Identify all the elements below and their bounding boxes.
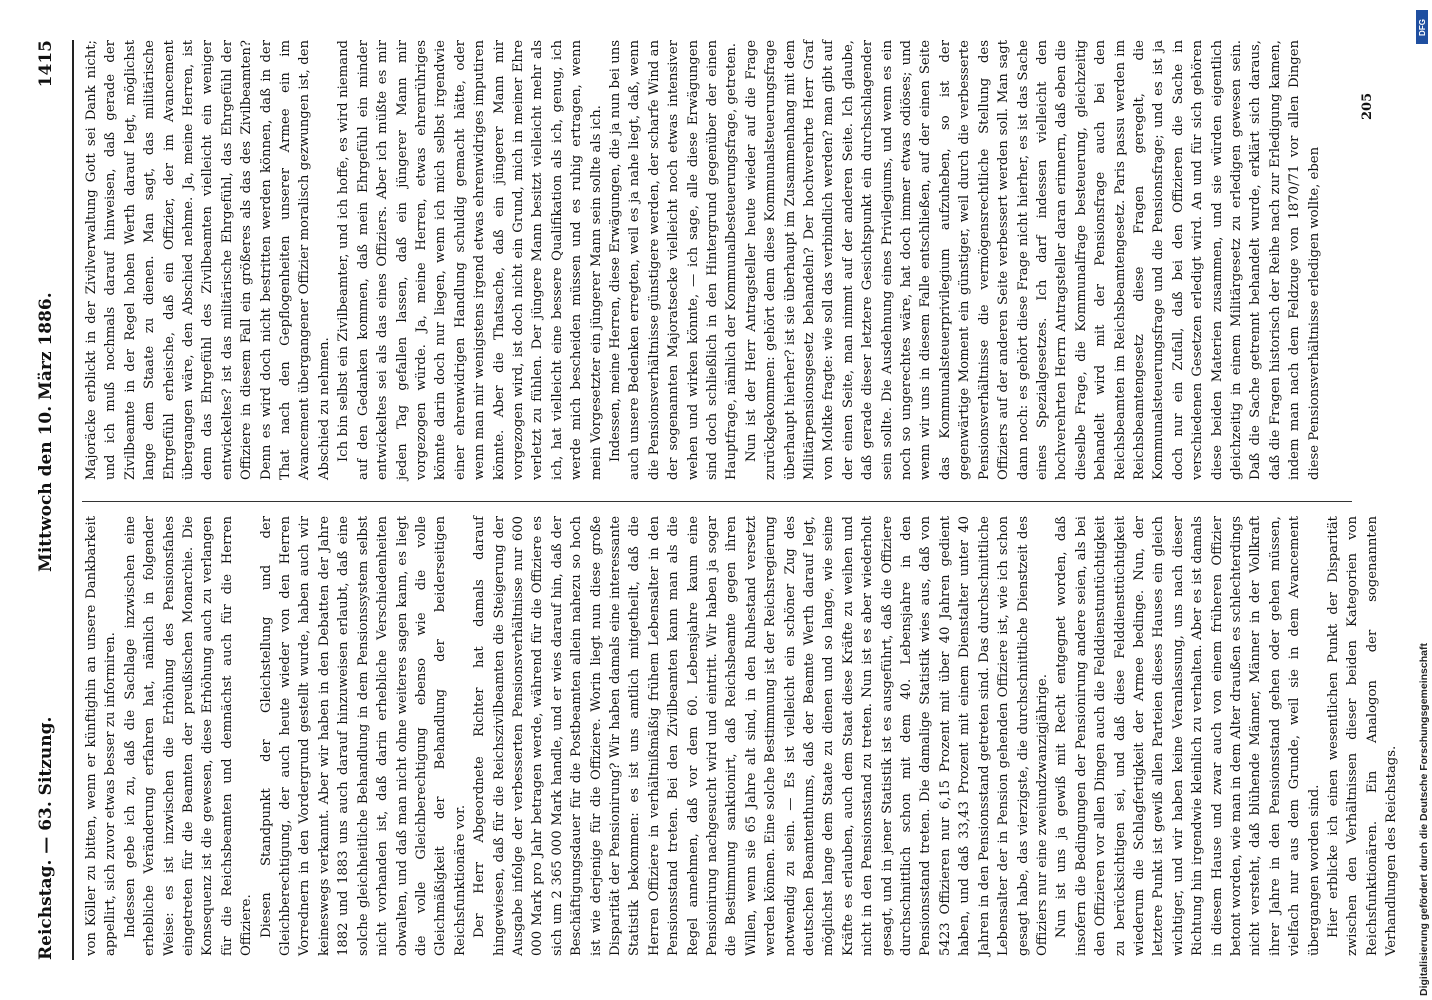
paragraph: Der Herr Abgeordnete Richter hat damals darauf hingewiesen, daß für die Reichszivilbeamten die Steigerung der Ausgabe infolge der verbesserten Pensionsverhältnisse nur 600 000 Mark pro Jahr betragen werde, während für die Offiziere es sich um 2 365 000 Mark handle, und er wies darauf hin, daß der Beschäftigungsdauer für die Postbeamten allein nahezu so hoch ist wie derjenige für die Offiziere. Worin liegt nun diese große Disparität der Pensionirung? Wir haben damals eine interessante Statistik bekommen: es ist uns amtlich mitgetheilt, daß die Herren Offiziere in verhältnißmäßig frühem Lebensalter in den Pensionsstand treten. Bei den Zivilbeamten kann man als die Regel annehmen, daß vor dem 60. Lebensjahre kaum eine Pensionirung nachgesucht wird und eintritt. Wir haben ja sogar die Bestimmung sanktionirt, daß Reichsbeamte gegen ihren Willen, wenn sie 65 Jahre alt sind, in den Ruhestand versetzt werden können. Eine solche Bestimmung ist der Reichsregierung notwendig zu sein. — Es ist vielleicht ein schöner Zug des deutschen Beamtenthums, daß der Beamte Werth darauf legt, möglichst lange dem Staate zu dienen und so lange, wie seine Kräfte es erlauben, auch dem Staat diese Kräfte zu weihen und nicht in den Pensionsstand zu treten. Nun ist es aber wiederholt gesagt, und in jener Statistik ist es ausgeführt, daß die Offiziere durchschnittlich schon mit dem 40. Lebensjahre in den Pensionsstand treten. Die damalige Statistik wies aus, daß von 5423 Offizieren nur 6,15 Prozent mit über 40 Jahren gedient haben, und daß 33,43 Prozent mit einem Dienstalter unter 40 Jahren in den Pensionsstand getreten sind. Das durchschnittliche Lebensalter der in Pension gehenden Offiziere ist, wie ich schon gesagt habe, das vierzigste, die durchschnittliche Dienstzeit des Offiziers nur eine zweiundzwanzigjährige. [472, 516, 1050, 956]
paragraph: Indessen, meine Herren, diese Erwägungen, die ja nun bei uns auch unsere Bedenken erregten, weil es ja nahe liegt, daß, wenn die Pensionsverhältnisse günstigere werden, der scharfe Wind an der sogenannten Majoratsecke vielleicht noch etwas intensiver wehen und wirken könnte, — ich sage, alle diese Erwägungen sind doch schließlich in den Hintergrund gegenüber der einen Hauptfrage, nämlich der Kommunalbesteuerungsfrage, getreten. [607, 40, 740, 480]
page-number: 1415 [36, 40, 56, 88]
paragraph: Majoräcke erblickt in der Zivilverwaltung Gott sei Dank nicht; und ich muß nochmals darauf hinweisen, daß gerade der Zivilbeamte in der Regel hohen Werth darauf legt, möglichst lange dem Staate zu dienen. Man sagt, das militärische Ehrgefühl erheische, daß ein Offizier, der im Avancement übergangen wäre, den Abschied nehme. Ja, meine Herren, ist denn das Ehrgefühl des Zivilbeamten vielleicht ein weniger entwickeltes? ist das militärische Ehrgefühl, das Ehrgefühl der Offiziere in diesem Fall ein größeres als das des Zivilbeamten? Denn es wird doch nicht bestritten werden können, daß in der That nach den Gepflogenheiten unserer Armee ein im Avancement übergangener Offizier moralisch gezwungen ist, den Abschied zu nehmen. [84, 40, 332, 480]
page-header [28, 40, 68, 960]
digitization-credit: Digitalisierung gefördert durch die Deutsche Forschungsgemeinschaft [1418, 643, 1430, 996]
header-session: Reichstag. — 63. Sitzung. [36, 716, 56, 960]
column-divider [82, 501, 1352, 502]
dfg-logo: DFG [1416, 10, 1428, 44]
paragraph: Indessen gebe ich zu, daß die Sachlage inzwischen eine erhebliche Veränderung erfahren hat, nämlich in folgender Weise: es ist inzwischen die Erhöhung des Pensionsfahes eingetreten für die Beamten der preußischen Monarchie. Die Konsequenz ist die gewesen, diese Erhöhung auch zu verlangen für die Reichsbeamten und demnächst auch für die Herren Offiziere. [122, 516, 255, 956]
text-column-right [82, 40, 1362, 480]
paragraph: Nun ist uns ja gewiß mit Recht entgegnet worden, daß insofern die Bedingungen der Pensionirung andere seien, als bei den Offizieren vor allen Dingen auch die Felddienstuntüchtigkeit zu berücksichtigen sei, und daß diese Felddiensttüchtigkeit wiederum die Schlagfertigkeit der Armee bedinge. Nun, der letztere Punkt ist gewiß allen Parteien dieses Hauses ein gleich wichtiger, und wir haben keine Veranlassung, uns nach dieser Richtung hin irgendwie kleinlich zu verhalten. Aber es ist damals in diesem Hause und zwar auch von einem früheren Offizier betont worden, wie man in dem Alter draußen es schlechterdings nicht versteht, daß blühende Männer, Männer in der Vollkraft ihrer Jahre in den Pensionsstand gehen oder gehen müssen, vielfach nur aus dem Grunde, weil sie in dem Avancement übergangen worden sind. [1054, 516, 1322, 956]
paragraph: Ich bin selbst ein Zivilbeamter, und ich hoffe, es wird niemand auf den Gedanken kommen, daß mein Ehrgefühl ein minder entwickeltes sei als das eines Offiziers. Aber ich müßte es mir jeden Tag gefallen lassen, daß ein jüngerer Mann mir vorgezogen würde. Ja, meine Herren, etwas ehrenrühriges könnte darin doch nur liegen, wenn ich mich selbst irgendwie einer ehrenwidrigen Handlung schuldig gemacht hätte, oder wenn man mir wenigstens irgend etwas ehrenwidriges imputiren könnte. Aber die Thatsache, daß ein jüngerer Mann mir vorgezogen wird, ist doch nicht ein Grund, mich in meiner Ehre verletzt zu fühlen. Der jüngere Mann besitzt vielleicht mehr als ich, hat vielleicht eine bessere Qualifikation als ich, genug, ich werde mich bescheiden müssen und es ruhig ertragen, wenn mein Vorgesetzter ein jüngerer Mann sein sollte als ich. [336, 40, 604, 480]
paragraph: Diesen Standpunkt der Gleichstellung und der Gleichberechtigung, der auch heute wieder von den Herren Vorrednern in den Vordergrund gestellt wurde, haben auch wir keineswegs verkannt. Aber wir haben in den Debatten der Jahre 1882 und 1883 uns auch darauf hinzuweisen erlaubt, daß eine solche gleichheitliche Behandlung in dem Pensionssystem selbst nicht vorhanden ist, daß darin erhebliche Verschiedenheiten obwalten, und daß man nicht ohne weiteres sagen kann, es liegt die volle Gleichberechtigung ebenso wie die volle Gleichmäßigkeit der Behandlung der beiderseitigen Reichsfunktionäre vor. [258, 516, 468, 956]
paragraph: Nun ist der Herr Antragsteller heute wieder auf die Frage zurückgekommen: gehört denn diese Kommunalsteuerungsfrage überhaupt hierher? ist sie überhaupt im Zusammenhang mit dem Militärpensionsgesetz behandeln? Der hochverehrte Herr Graf von Moltke fragte: wie soll das verbindlich werden? man gibt auf der einen Seite, man nimmt auf der anderen Seite. Ich glaube, daß gerade dieser letztere Gesichtspunkt ein durchschlagender sein sollte. Die Ausdehnung eines Privilegiums, und wenn es ein noch so ungerechtes wäre, hat doch immer etwas odiöses; und wenn wir uns in diesem Falle entschließen, auf der einen Seite das Kommunalsteuerprivilegium aufzuheben, so ist der gegenwärtige Moment ein günstiger, weil durch die verbesserte Pensionsverhältnisse die vermögensrechtliche Stellung des Offiziers auf der anderen Seite verbessert werden soll. Man sagt dann noch: es gehört diese Frage nicht hierher, es ist das Sache eines Spezialgesetzes. Ich darf indessen vielleicht den hochverehrten Herrn Antragsteller daran erinnern, daß eben die dieselbe Frage, die Kommunalfrage besteuerung, gleichzeitig behandelt wird mit der Pensionsfrage auch bei den Reichsbeamten im Reichsbeamtengesetz. Paris passu werden im Reichsbeamtengesetz diese Fragen geregelt, die Kommunalsteuerungsfrage und die Pensionsfrage; und es ist ja doch nur ein Zufall, daß bei den Offizieren die Sache in verschiedenen Gesetzen erledigt wird. An und für sich gehören diese beiden Materien zusammen, und sie würden eigentlich gleichzeitig in einem Militärgesetz zu erledigen gewesen sein. Daß die Sache getrennt behandelt wurde, erklärt sich daraus, daß die Fragen historisch der Reihe nach zur Erledigung kamen, indem man nach dem Feldzuge von 1870/71 vor allen Dingen diese Pensionsverhältnisse erledigen wollte, eben [743, 40, 1322, 480]
header-date: Mittwoch den 10. März 1886. [36, 292, 56, 572]
paragraph: Hier erblicke ich einen wesentlichen Punkt der Disparität zwischen den Verhältnissen dieser beiden Kategorien von Reichsfunktionären. Ein Analogon der sogenannten Verhandlungen des Reichstags. [1326, 516, 1400, 956]
signature-mark: 205 [1360, 92, 1375, 120]
header-rule [72, 40, 74, 960]
paragraph: von Köller zu bitten, wenn er künftighin an unsere Dankbarkeit appellirt, sich zuvor etwas besser zu informiren. [84, 516, 119, 956]
text-column-left [82, 516, 1400, 956]
